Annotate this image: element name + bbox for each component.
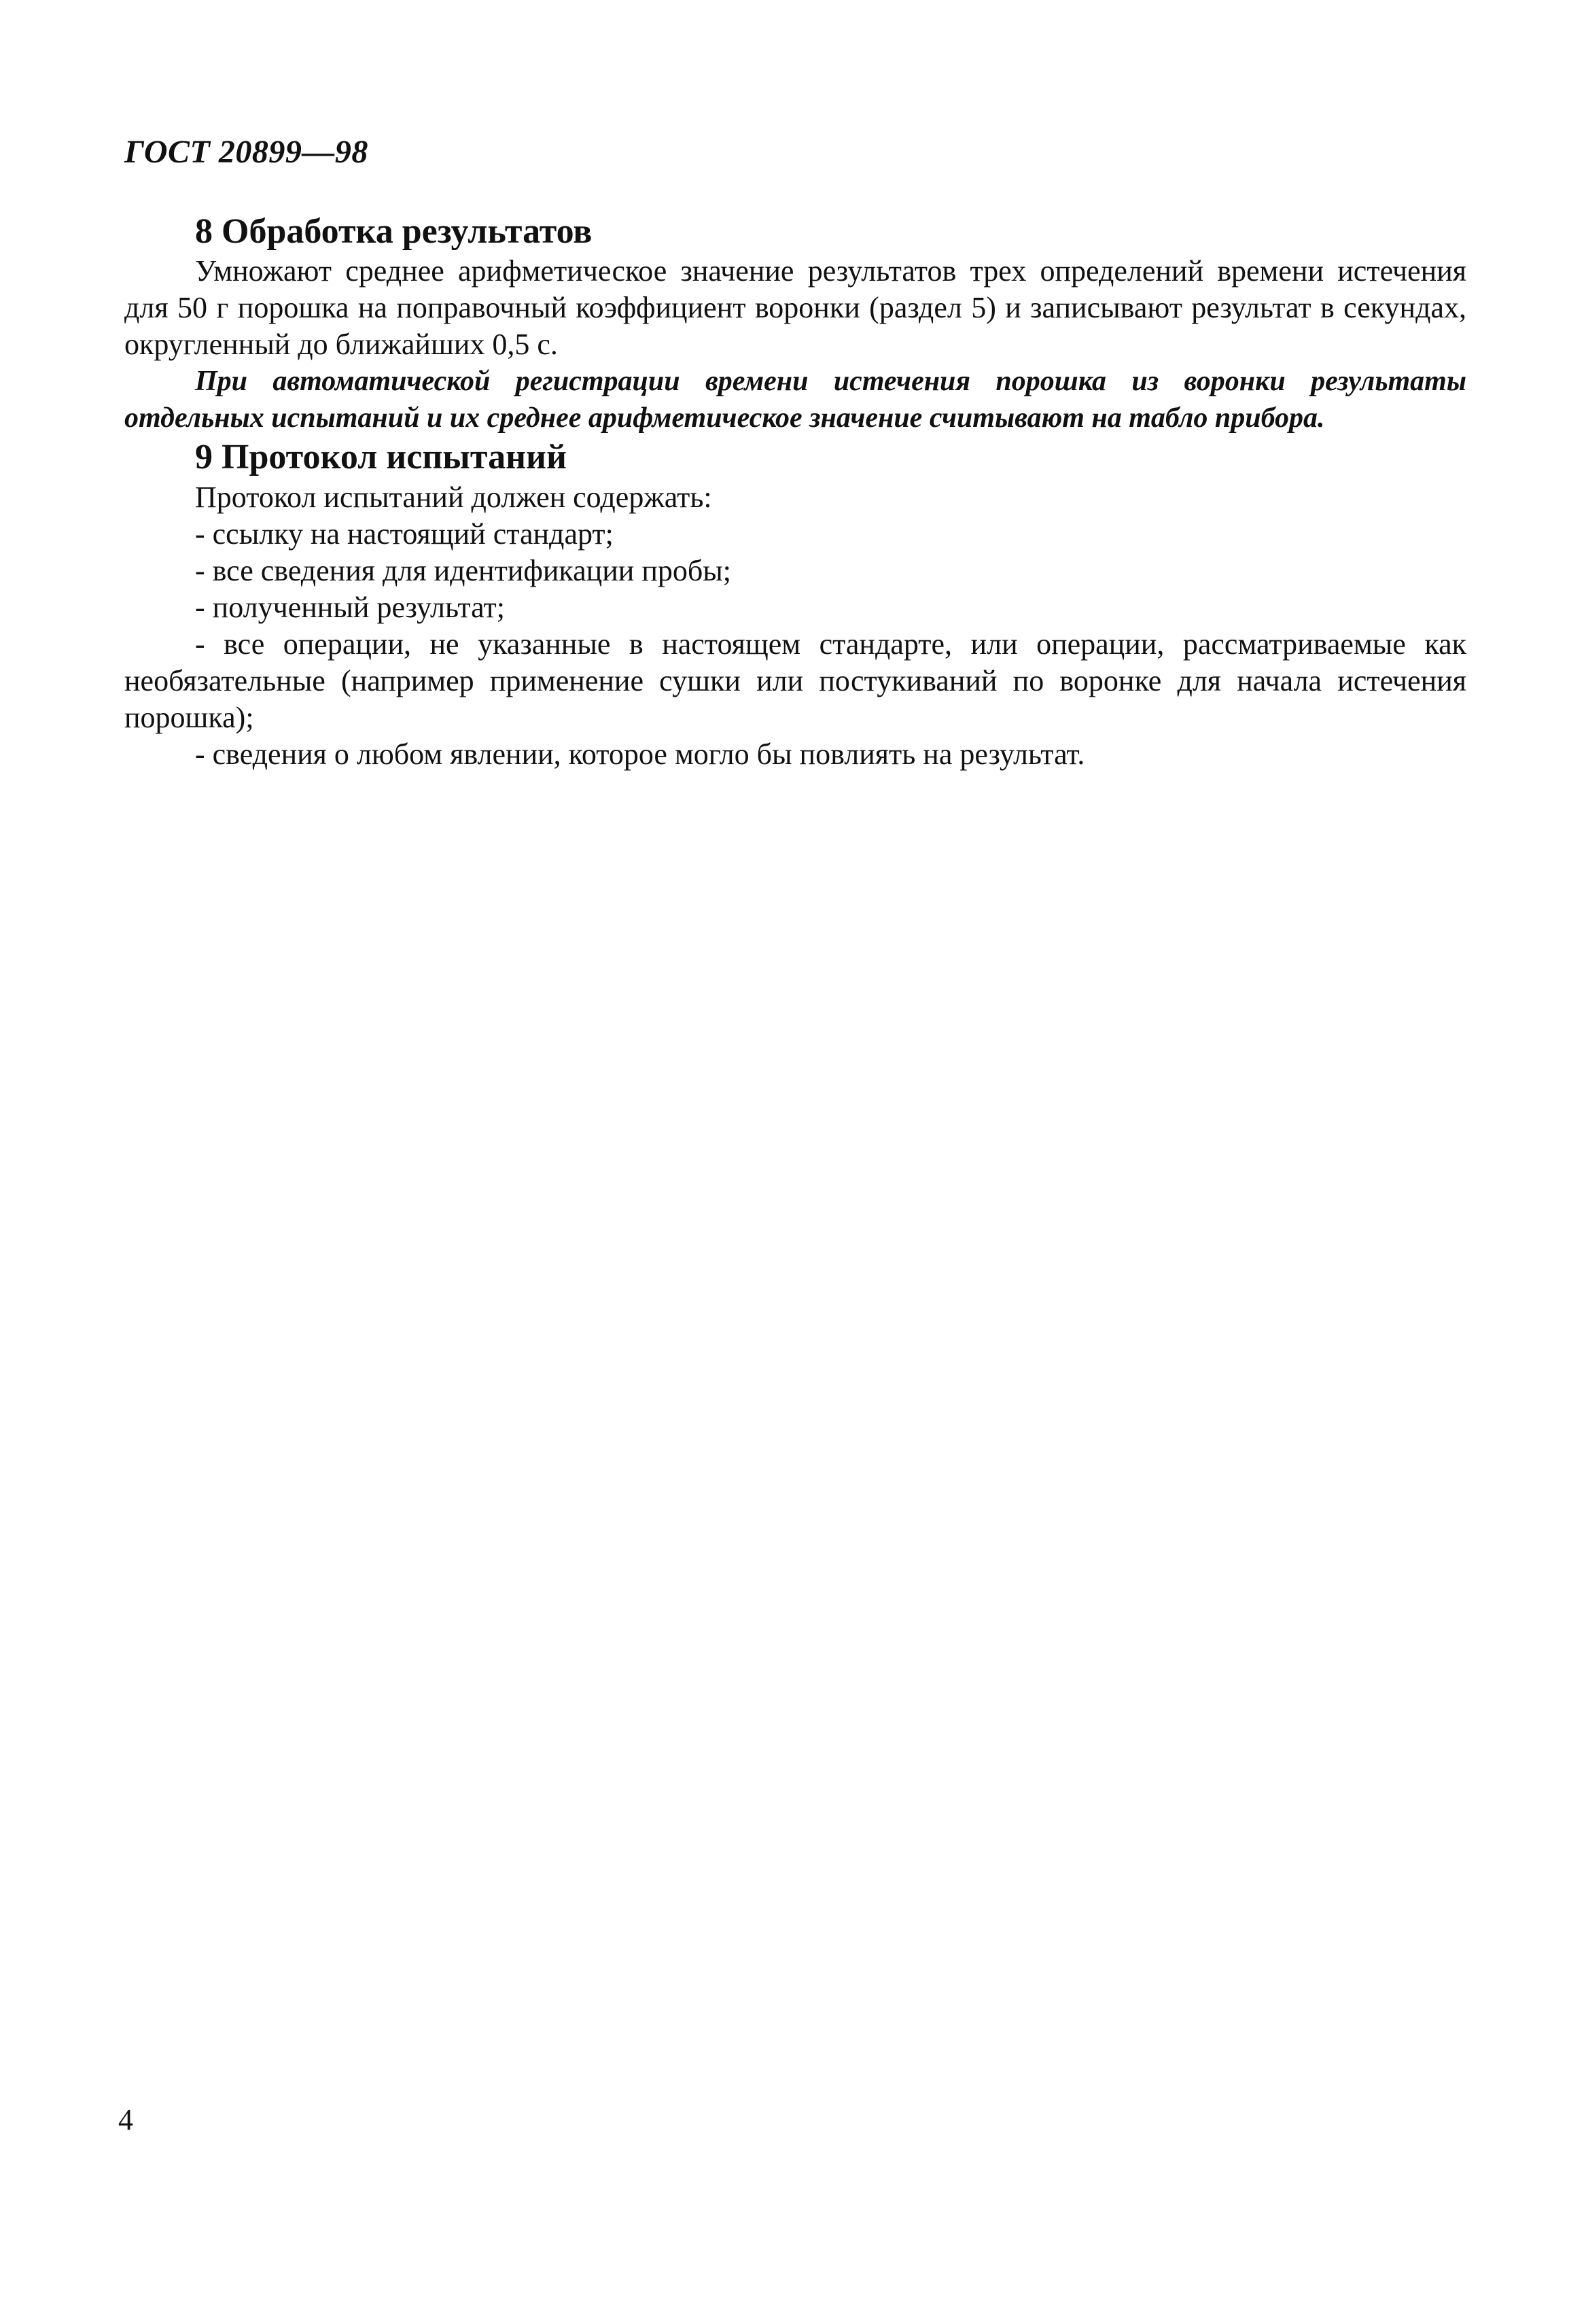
section-9-intro: Протокол испытаний должен содержать:	[195, 480, 712, 514]
list-item: - полученный результат;	[195, 590, 505, 624]
document-body	[124, 211, 1466, 773]
list-item: - сведения о любом явлении, которое могло бы повлиять на результат.	[195, 737, 1085, 771]
document-header: ГОСТ 20899—98	[124, 134, 368, 170]
page-number: 4	[118, 2103, 133, 2136]
section-9-title: 9 Протокол испытаний	[195, 438, 567, 477]
section-8-title: 8 Обработка результатов	[195, 212, 593, 251]
section-8-paragraph: Умножают среднее арифметическое значение результатов трех определений времени истечения для 50 г порошка на поправочный коэффициент воронки (раздел 5) и записывают результат в секундах, округленный до ближайших 0,5 с.	[124, 254, 1466, 362]
list-item: - все сведения для идентификации пробы;	[195, 553, 732, 587]
list-item: - все операции, не указанные в настоящем стандарте, или операции, рассматриваемые как необязательные (например применение сушки или постукиваний по воронке для начала истечения порошка);	[124, 627, 1466, 734]
section-8-note: При автоматической регистрации времени истечения порошка из воронки результаты отдельных испытаний и их среднее арифметическое значение считывают на табло прибора.	[124, 366, 1466, 434]
list-item: - ссылку на настоящий стандарт;	[195, 517, 614, 551]
